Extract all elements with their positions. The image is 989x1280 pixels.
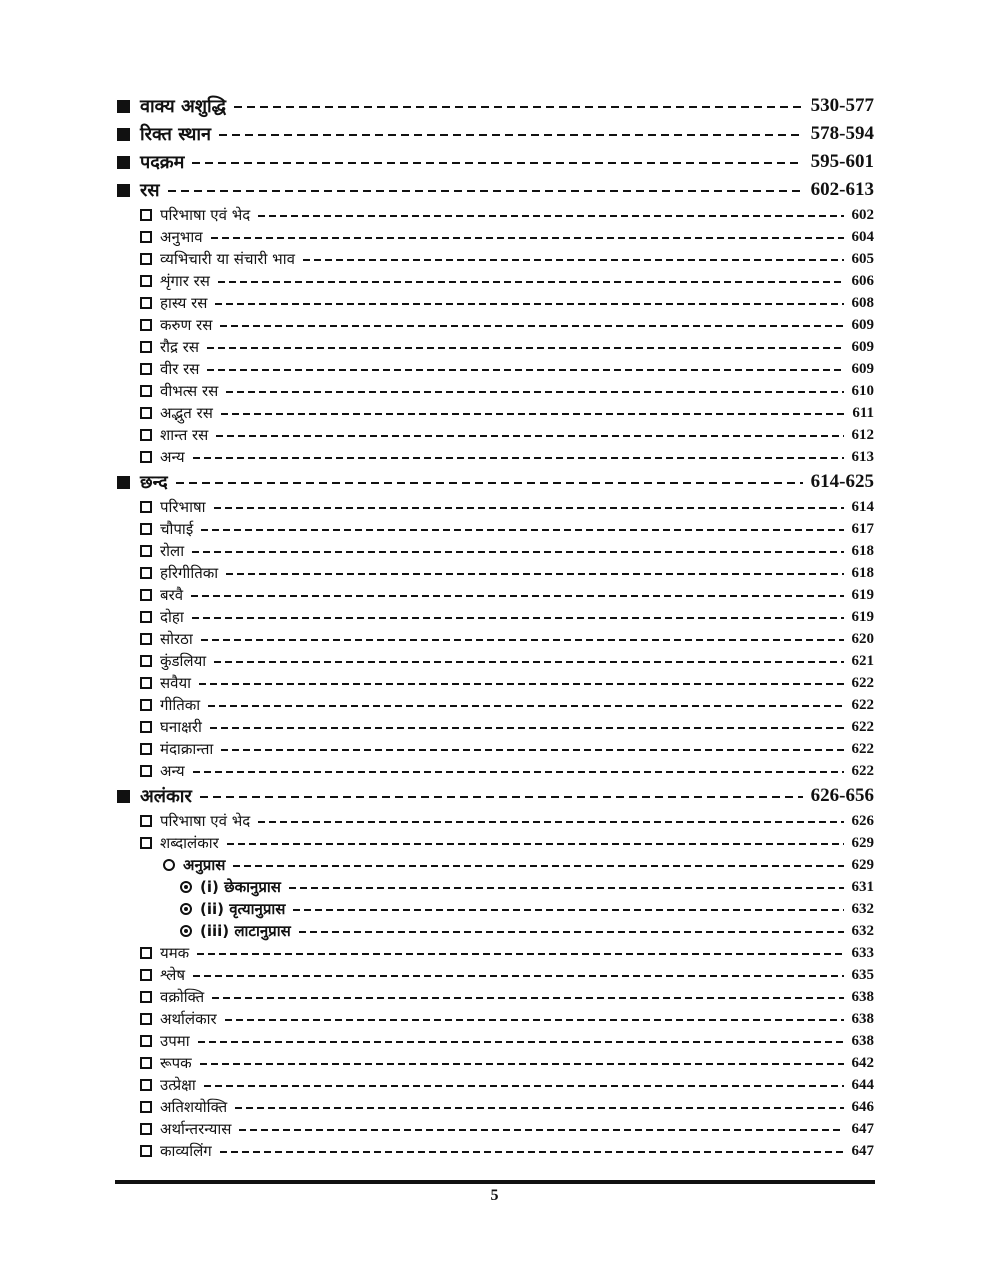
toc-entry-label: व्यभिचारी या संचारी भाव xyxy=(160,250,295,268)
dash-leader xyxy=(221,749,843,751)
toc-entry-label: शान्त रस xyxy=(160,426,209,444)
toc-entry-label: बरवै xyxy=(160,586,184,604)
folio-page-number: 5 xyxy=(490,1187,499,1204)
open-square-icon xyxy=(140,815,152,827)
open-square-icon xyxy=(140,589,152,601)
open-square-icon xyxy=(140,1013,152,1025)
open-square-icon xyxy=(140,991,152,1003)
toc-entry-label: वाक्य अशुद्धि xyxy=(140,96,227,117)
toc-row xyxy=(117,876,874,898)
open-square-icon xyxy=(140,721,152,733)
toc-entry-label: रस xyxy=(140,180,160,201)
toc-entry-page-number: 578-594 xyxy=(810,123,874,144)
open-square-icon xyxy=(140,1101,152,1113)
toc-entry-page-number: 631 xyxy=(851,878,874,895)
dash-leader xyxy=(303,259,844,261)
toc-row xyxy=(117,942,874,964)
footer-rule xyxy=(115,1180,875,1184)
open-square-icon xyxy=(140,1145,152,1157)
toc-row xyxy=(117,920,874,942)
toc-row xyxy=(117,738,874,760)
open-square-icon xyxy=(140,1057,152,1069)
toc-entry-label: (iii) लाटानुप्रास xyxy=(200,922,291,940)
dash-leader xyxy=(220,325,843,327)
toc-entry-page-number: 610 xyxy=(851,382,874,399)
open-square-icon xyxy=(140,655,152,667)
toc-row xyxy=(117,518,874,540)
toc-row xyxy=(117,832,874,854)
toc-entry-page-number: 632 xyxy=(851,922,874,939)
toc-entry-page-number: 647 xyxy=(851,1142,874,1159)
dash-leader xyxy=(227,843,844,845)
toc-row xyxy=(117,760,874,782)
target-dot xyxy=(184,907,188,911)
toc-entry-page-number: 638 xyxy=(851,1032,874,1049)
toc-entry-label: अतिशयोक्ति xyxy=(160,1098,228,1116)
toc-entry-label: दोहा xyxy=(160,608,184,626)
dash-leader xyxy=(226,573,843,575)
toc-entry-label: अद्भुत रस xyxy=(160,404,213,422)
toc-row xyxy=(117,540,874,562)
toc-entry-label: गीतिका xyxy=(160,696,201,714)
toc-entry-label: (i) छेकानुप्रास xyxy=(200,878,281,896)
open-circle-icon xyxy=(163,859,175,871)
toc-entry-page-number: 619 xyxy=(851,586,874,603)
toc-row xyxy=(117,148,874,176)
toc-entry-page-number: 638 xyxy=(851,988,874,1005)
toc-entry-label: सवैया xyxy=(160,674,192,692)
open-square-icon xyxy=(140,1123,152,1135)
toc-row xyxy=(117,562,874,584)
toc-entry-label: परिभाषा xyxy=(160,498,206,516)
toc-row xyxy=(117,226,874,248)
toc-row xyxy=(117,782,874,810)
toc-row xyxy=(117,898,874,920)
toc-entry-page-number: 626 xyxy=(851,812,874,829)
toc-entry-page-number: 612 xyxy=(851,426,874,443)
dash-leader xyxy=(226,391,843,393)
toc-entry-label: अर्थालंकार xyxy=(160,1010,217,1028)
dash-leader xyxy=(218,281,844,283)
toc-row xyxy=(117,854,874,876)
open-square-icon xyxy=(140,567,152,579)
toc-entry-label: अनुभाव xyxy=(160,228,203,246)
dash-leader xyxy=(176,482,803,485)
toc-row xyxy=(117,314,874,336)
toc-entry-page-number: 620 xyxy=(851,630,874,647)
dash-leader xyxy=(225,1019,844,1021)
toc-entry-label: रिक्त स्थान xyxy=(140,124,211,145)
toc-entry-label: यमक xyxy=(160,944,190,962)
dash-leader xyxy=(192,617,844,619)
toc-entry-label: मंदाक्रान्ता xyxy=(160,740,214,758)
toc-entry-label: सोरठा xyxy=(160,630,193,648)
toc-entry-label: शब्दालंकार xyxy=(160,834,219,852)
toc-row xyxy=(117,1074,874,1096)
open-square-icon xyxy=(140,677,152,689)
toc-row xyxy=(117,496,874,518)
toc-entry-page-number: 608 xyxy=(851,294,874,311)
dash-leader xyxy=(197,953,843,955)
toc-row xyxy=(117,606,874,628)
toc-entry-label: चौपाई xyxy=(160,520,194,538)
toc-entry-page-number: 530-577 xyxy=(810,95,874,116)
toc-row xyxy=(117,1008,874,1030)
open-square-icon xyxy=(140,545,152,557)
toc-entry-page-number: 642 xyxy=(851,1054,874,1071)
target-icon xyxy=(180,903,192,915)
dash-leader xyxy=(258,215,843,217)
toc-entry-page-number: 618 xyxy=(851,542,874,559)
toc-entry-label: श्लेष xyxy=(160,966,186,984)
toc-row xyxy=(117,402,874,424)
dash-leader xyxy=(214,661,843,663)
toc-row xyxy=(117,650,874,672)
open-square-icon xyxy=(140,363,152,375)
toc-row xyxy=(117,336,874,358)
toc-entry-page-number: 621 xyxy=(851,652,874,669)
toc-entry-label: परिभाषा एवं भेद xyxy=(160,206,251,224)
dash-leader xyxy=(200,796,803,799)
toc-entry-label: हरिगीतिका xyxy=(160,564,219,582)
open-square-icon xyxy=(140,319,152,331)
toc-entry-page-number: 605 xyxy=(851,250,874,267)
toc-entry-page-number: 614-625 xyxy=(810,471,874,492)
toc-entry-page-number: 619 xyxy=(851,608,874,625)
toc-entry-label: रोला xyxy=(160,542,185,560)
toc-row xyxy=(117,716,874,738)
dash-leader xyxy=(258,821,843,823)
dash-leader xyxy=(289,887,844,889)
toc-row xyxy=(117,248,874,270)
target-icon xyxy=(180,925,192,937)
toc-entry-label: वीर रस xyxy=(160,360,200,378)
open-square-icon xyxy=(140,611,152,623)
toc-entry-page-number: 632 xyxy=(851,900,874,917)
toc-entry-page-number: 644 xyxy=(851,1076,874,1093)
open-square-icon xyxy=(140,633,152,645)
toc-entry-label: अन्य xyxy=(160,762,185,780)
toc-row xyxy=(117,468,874,496)
toc-row xyxy=(117,964,874,986)
toc-entry-label: वक्रोक्ति xyxy=(160,988,205,1006)
toc-entry-label: परिभाषा एवं भेद xyxy=(160,812,251,830)
toc-row xyxy=(117,1096,874,1118)
toc-entry-label: शृंगार रस xyxy=(160,272,210,290)
target-dot xyxy=(184,885,188,889)
toc-row xyxy=(117,120,874,148)
toc-entry-label: अनुप्रास xyxy=(183,856,226,874)
open-square-icon xyxy=(140,297,152,309)
toc-entry-label: घनाक्षरी xyxy=(160,718,202,736)
toc-entry-page-number: 604 xyxy=(851,228,874,245)
toc-row xyxy=(117,270,874,292)
toc-entry-page-number: 647 xyxy=(851,1120,874,1137)
toc-entry-page-number: 626-656 xyxy=(810,785,874,806)
open-square-icon xyxy=(140,209,152,221)
open-square-icon xyxy=(140,969,152,981)
toc-entry-page-number: 622 xyxy=(851,740,874,757)
toc-entry-page-number: 638 xyxy=(851,1010,874,1027)
toc-row xyxy=(117,176,874,204)
toc-entry-page-number: 606 xyxy=(851,272,874,289)
toc-entry-label: काव्यलिंग xyxy=(160,1142,212,1160)
toc-entry-label: अर्थान्तरन्यास xyxy=(160,1120,232,1138)
open-square-icon xyxy=(140,523,152,535)
toc-entry-page-number: 633 xyxy=(851,944,874,961)
toc-entry-page-number: 635 xyxy=(851,966,874,983)
toc-entry-label: रौद्र रस xyxy=(160,338,200,356)
dash-leader xyxy=(221,413,844,415)
toc-entry-page-number: 622 xyxy=(851,718,874,735)
target-icon xyxy=(180,881,192,893)
dash-leader xyxy=(215,303,843,305)
toc-entry-page-number: 618 xyxy=(851,564,874,581)
dash-leader xyxy=(201,639,844,641)
dash-leader xyxy=(214,507,844,509)
filled-square-icon xyxy=(117,100,130,113)
toc-entry-page-number: 622 xyxy=(851,762,874,779)
dash-leader xyxy=(191,595,843,597)
open-square-icon xyxy=(140,699,152,711)
dash-leader xyxy=(207,347,843,349)
dash-leader xyxy=(193,975,843,977)
open-square-icon xyxy=(140,231,152,243)
open-square-icon xyxy=(140,429,152,441)
toc-entry-label: अलंकार xyxy=(140,786,192,807)
toc-entry-page-number: 602 xyxy=(851,206,874,223)
dash-leader xyxy=(233,865,843,867)
toc-row xyxy=(117,380,874,402)
dash-leader xyxy=(204,1085,844,1087)
filled-square-icon xyxy=(117,476,130,489)
toc-row xyxy=(117,1140,874,1162)
toc-entry-label: करुण रस xyxy=(160,316,213,334)
toc-entry-label: हास्य रस xyxy=(160,294,208,312)
toc-entry-label: अन्य xyxy=(160,448,185,466)
dash-leader xyxy=(207,369,843,371)
table-of-contents xyxy=(117,92,874,1162)
open-square-icon xyxy=(140,501,152,513)
dash-leader xyxy=(201,529,843,531)
toc-row xyxy=(117,358,874,380)
open-square-icon xyxy=(140,451,152,463)
toc-entry-label: कुंडलिया xyxy=(160,652,207,670)
toc-row xyxy=(117,1052,874,1074)
toc-entry-page-number: 614 xyxy=(851,498,874,515)
dash-leader xyxy=(220,1151,844,1153)
open-square-icon xyxy=(140,275,152,287)
toc-row xyxy=(117,92,874,120)
open-square-icon xyxy=(140,253,152,265)
toc-row xyxy=(117,292,874,314)
toc-entry-label: उत्प्रेक्षा xyxy=(160,1076,196,1094)
dash-leader xyxy=(198,1041,844,1043)
dash-leader xyxy=(234,106,803,109)
toc-entry-page-number: 646 xyxy=(851,1098,874,1115)
dash-leader xyxy=(235,1107,843,1109)
dash-leader xyxy=(193,457,844,459)
toc-entry-page-number: 595-601 xyxy=(810,151,874,172)
toc-row xyxy=(117,694,874,716)
toc-entry-label: (ii) वृत्यानुप्रास xyxy=(200,900,286,918)
toc-entry-page-number: 622 xyxy=(851,674,874,691)
toc-entry-page-number: 629 xyxy=(851,834,874,851)
open-square-icon xyxy=(140,837,152,849)
dash-leader xyxy=(200,1063,844,1065)
target-dot xyxy=(184,929,188,933)
toc-entry-page-number: 609 xyxy=(851,360,874,377)
dash-leader xyxy=(219,134,803,137)
dash-leader xyxy=(216,435,843,437)
toc-row xyxy=(117,446,874,468)
filled-square-icon xyxy=(117,128,130,141)
dash-leader xyxy=(211,237,844,239)
open-square-icon xyxy=(140,765,152,777)
toc-entry-label: छन्द xyxy=(140,472,168,493)
filled-square-icon xyxy=(117,790,130,803)
toc-entry-page-number: 602-613 xyxy=(810,179,874,200)
toc-row xyxy=(117,424,874,446)
toc-entry-label: वीभत्स रस xyxy=(160,382,219,400)
toc-entry-label: पदक्रम xyxy=(140,152,185,173)
toc-entry-page-number: 617 xyxy=(851,520,874,537)
toc-entry-page-number: 611 xyxy=(852,404,874,421)
dash-leader xyxy=(293,909,843,911)
dash-leader xyxy=(210,727,844,729)
dash-leader xyxy=(208,705,843,707)
dash-leader xyxy=(199,683,843,685)
open-square-icon xyxy=(140,743,152,755)
toc-entry-page-number: 609 xyxy=(851,316,874,333)
toc-row xyxy=(117,1118,874,1140)
toc-row xyxy=(117,810,874,832)
toc-entry-page-number: 613 xyxy=(851,448,874,465)
dash-leader xyxy=(192,162,802,165)
toc-entry-page-number: 629 xyxy=(851,856,874,873)
toc-row xyxy=(117,986,874,1008)
open-square-icon xyxy=(140,341,152,353)
toc-entry-page-number: 609 xyxy=(851,338,874,355)
dash-leader xyxy=(299,931,844,933)
open-square-icon xyxy=(140,1079,152,1091)
toc-row xyxy=(117,628,874,650)
dash-leader xyxy=(212,997,843,999)
toc-row xyxy=(117,204,874,226)
toc-entry-page-number: 622 xyxy=(851,696,874,713)
open-square-icon xyxy=(140,1035,152,1047)
toc-entry-label: रूपक xyxy=(160,1054,192,1072)
dash-leader xyxy=(193,771,844,773)
filled-square-icon xyxy=(117,184,130,197)
open-square-icon xyxy=(140,385,152,397)
open-square-icon xyxy=(140,407,152,419)
dash-leader xyxy=(239,1129,843,1131)
toc-row xyxy=(117,584,874,606)
toc-row xyxy=(117,1030,874,1052)
filled-square-icon xyxy=(117,156,130,169)
open-square-icon xyxy=(140,947,152,959)
dash-leader xyxy=(192,551,843,553)
toc-entry-label: उपमा xyxy=(160,1032,190,1050)
dash-leader xyxy=(168,190,803,193)
toc-row xyxy=(117,672,874,694)
